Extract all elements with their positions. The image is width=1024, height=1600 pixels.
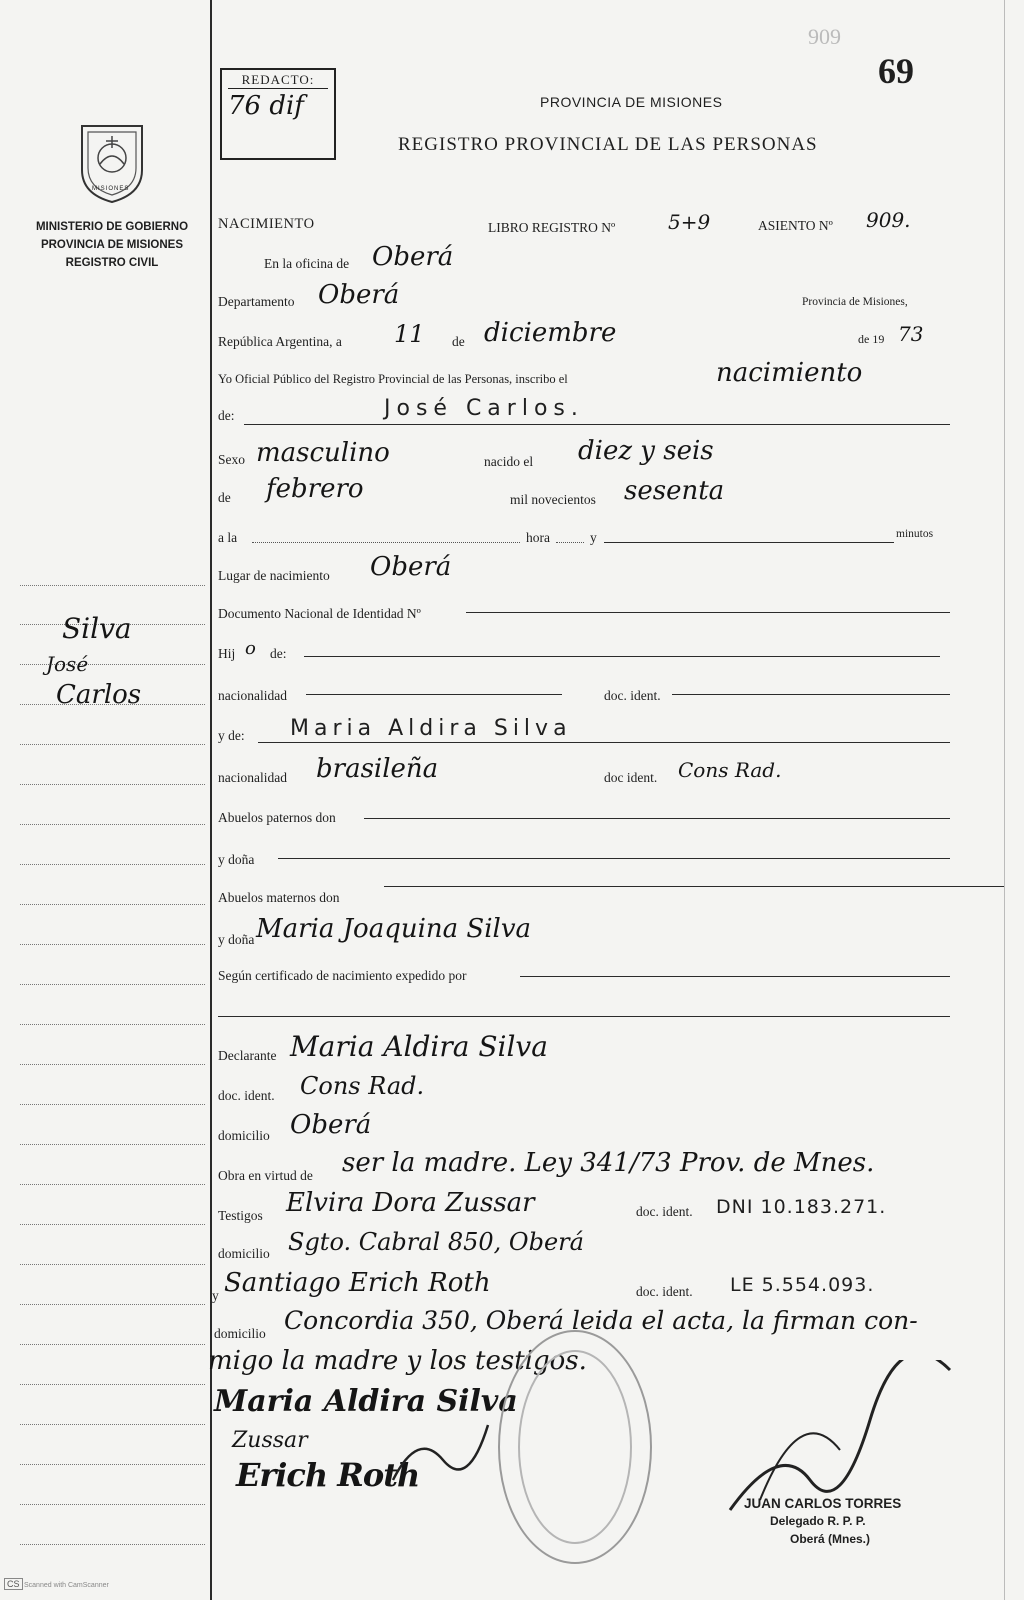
minutos-label: minutos: [896, 528, 934, 540]
de-label: de: [452, 334, 465, 349]
doc2-label: doc ident.: [604, 770, 658, 785]
official-place: Oberá (Mnes.): [790, 1532, 871, 1546]
domicilio2-value: Sgto. Cabral 850, Oberá: [288, 1228, 584, 1256]
yde-label: y de:: [218, 728, 245, 743]
page-number: 69: [878, 51, 914, 91]
de-label-3: de: [218, 490, 231, 505]
sexo-label: Sexo: [218, 452, 245, 467]
ydona2-label: y doña: [218, 932, 255, 947]
year-value: 73: [898, 322, 924, 346]
official-name: JUAN CARLOS TORRES: [744, 1496, 902, 1511]
right-edge: [1004, 0, 1005, 1600]
closing-line: migo la madre y los testigos.: [208, 1346, 587, 1376]
testigo1-doc-label: doc. ident.: [636, 1204, 693, 1219]
testigo1-name: Elvira Dora Zussar: [286, 1188, 535, 1218]
nacido-value: diez y seis: [578, 436, 714, 466]
signature-scribble-icon: [388, 1420, 498, 1495]
year-label: de 19: [858, 332, 885, 346]
nac2-label: nacionalidad: [218, 770, 287, 785]
signature-mother: Maria Aldira Silva: [214, 1384, 518, 1419]
camscanner-logo: CS: [4, 1578, 23, 1590]
seal-label: MISIONES: [92, 186, 130, 192]
abuelos-mat-label: Abuelos maternos don: [218, 890, 340, 905]
camscanner-text: Scanned with CamScanner: [24, 1582, 109, 1589]
alas-label: a la: [218, 530, 238, 545]
signature-witness-1: Zussar: [232, 1428, 308, 1453]
form-title: NACIMIENTO: [218, 216, 315, 232]
ministry-line-2: PROVINCIA DE MISIONES: [40, 239, 184, 251]
ydona2-value: Maria Joaquina Silva: [256, 914, 532, 944]
provincia-label: Provincia de Misiones,: [802, 296, 908, 308]
registry-header: REGISTRO PROVINCIAL DE LAS PERSONAS: [398, 134, 818, 155]
margin-name-1: José: [46, 652, 89, 676]
domicilio-label: domicilio: [218, 1128, 270, 1143]
domicilio2-label: domicilio: [218, 1246, 270, 1261]
testigo2-doc-label: doc. ident.: [636, 1284, 693, 1299]
mil-value: sesenta: [624, 476, 725, 506]
ministry-line-1: MINISTERIO DE GOBIERNO: [35, 221, 189, 233]
y-label: y: [590, 530, 597, 545]
day-value: 11: [394, 320, 425, 348]
abuelos-pat-label: Abuelos paternos don: [218, 810, 336, 825]
pencil-number: 909: [808, 24, 841, 49]
oficina-label: En la oficina de: [264, 256, 350, 271]
libro-value: 5+9: [668, 210, 711, 234]
nacido-label: nacido el: [484, 454, 534, 469]
domicilio3-value: Concordia 350, Oberá leida el acta, la firman con-: [284, 1306, 918, 1335]
testigo2-name: Santiago Erich Roth: [224, 1268, 491, 1298]
hijo-label-a: Hij: [218, 646, 236, 661]
obra-label: Obra en virtud de: [218, 1168, 313, 1183]
redacto-value: 76 dif: [228, 91, 304, 121]
mil-label: mil novecientos: [510, 492, 596, 507]
nac1-label: nacionalidad: [218, 688, 287, 703]
departamento-label: Departamento: [218, 294, 295, 309]
province-header: PROVINCIA DE MISIONES: [540, 94, 723, 110]
doc1-label: doc. ident.: [604, 688, 661, 703]
ydona1-label: y doña: [218, 852, 255, 867]
asiento-label: ASIENTO Nº: [758, 218, 833, 233]
dni-label: Documento Nacional de Identidad Nº: [218, 606, 421, 621]
redacto-label: REDACTO:: [228, 70, 328, 89]
oficial-label: Yo Oficial Público del Registro Provincial de las Personas, inscribo el: [218, 372, 568, 386]
obra-value: ser la madre. Ley 341/73 Prov. de Mnes.: [342, 1148, 875, 1178]
doc2-value: Cons Rad.: [678, 758, 782, 782]
docident-label: doc. ident.: [218, 1088, 275, 1103]
month-value: diciembre: [484, 318, 617, 348]
domicilio-value: Oberá: [290, 1110, 372, 1140]
official-title: Delegado R. P. P.: [770, 1514, 866, 1528]
testigo2-doc: LE 5.554.093.: [730, 1274, 875, 1296]
birth-month: febrero: [266, 474, 364, 504]
lugar-label: Lugar de nacimiento: [218, 568, 330, 583]
asiento-value: 909.: [866, 208, 911, 232]
child-name: José Carlos.: [384, 396, 584, 421]
hijo-value: o: [245, 638, 256, 659]
redacto-box: [220, 68, 336, 160]
declarante-value: Maria Aldira Silva: [290, 1030, 548, 1063]
hora-label: hora: [526, 530, 550, 545]
de-label-2: de:: [218, 408, 235, 423]
nac2-value: brasileña: [316, 754, 439, 784]
segun-label: Según certificado de nacimiento expedido por: [218, 968, 467, 983]
mother-name: Maria Aldira Silva: [290, 716, 572, 741]
declarante-label: Declarante: [218, 1048, 277, 1063]
ministry-line-3: REGISTRO CIVIL: [65, 257, 159, 269]
sexo-value: masculino: [256, 438, 390, 468]
ministry-block: [22, 218, 202, 272]
libro-label: LIBRO REGISTRO Nº: [488, 220, 616, 235]
oficial-value: nacimiento: [716, 358, 863, 388]
docident-value: Cons Rad.: [300, 1072, 425, 1100]
republica-label: República Argentina, a: [218, 334, 342, 349]
hijo-label-b: de:: [270, 646, 287, 661]
signature-witness-2: Erich Roth: [236, 1456, 420, 1494]
departamento-value: Oberá: [318, 280, 400, 310]
oficina-value: Oberá: [372, 242, 454, 272]
domicilio3-label: domicilio: [214, 1326, 266, 1341]
lugar-value: Oberá: [370, 552, 452, 582]
y-label-2: y: [212, 1288, 219, 1303]
testigos-label: Testigos: [218, 1208, 263, 1223]
margin-surname: Silva: [62, 612, 132, 645]
testigo1-doc: DNI 10.183.271.: [716, 1196, 887, 1218]
margin-name-2: Carlos: [56, 680, 142, 710]
